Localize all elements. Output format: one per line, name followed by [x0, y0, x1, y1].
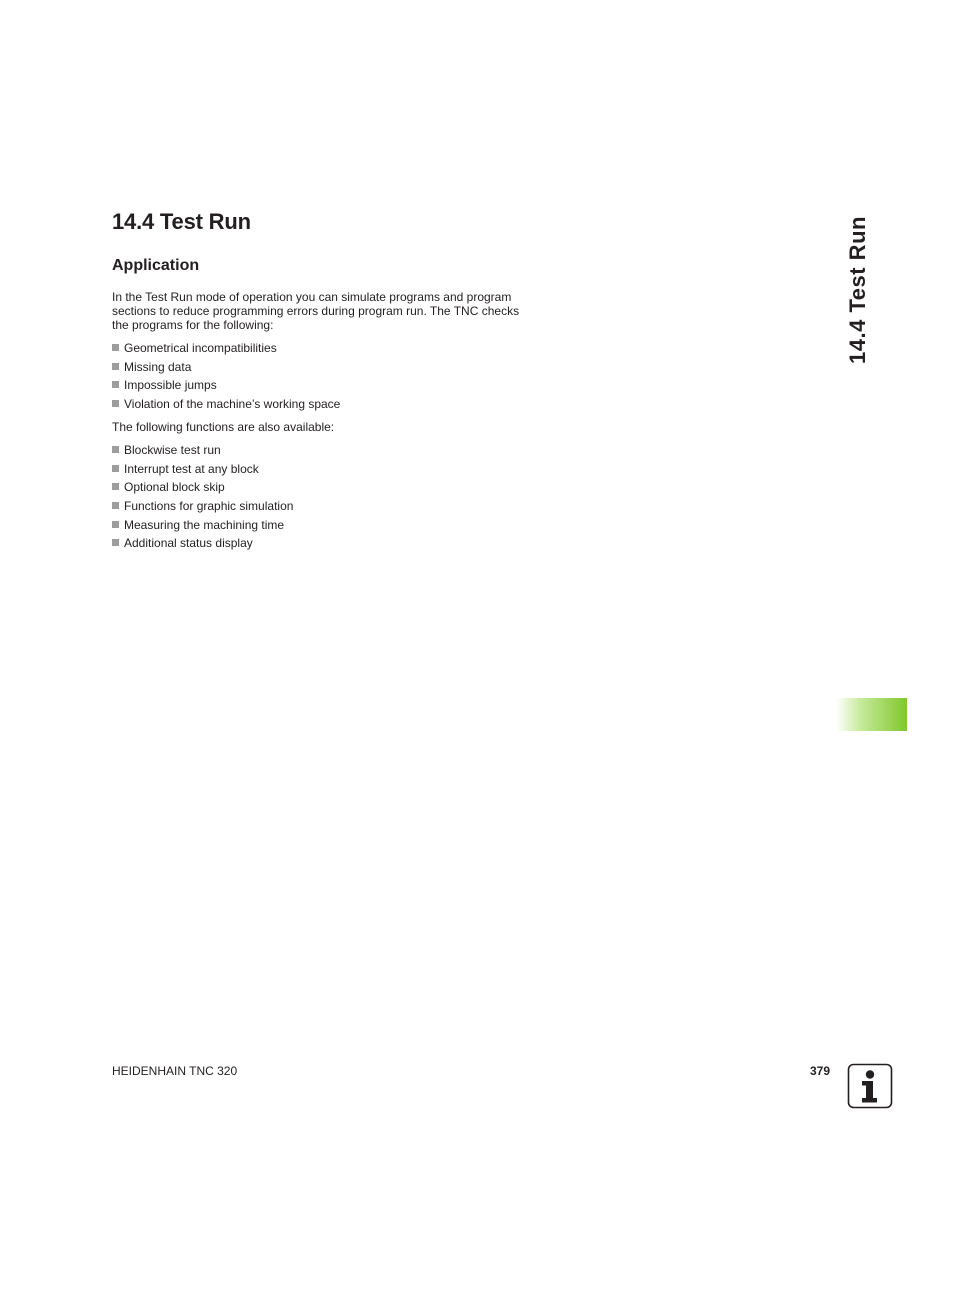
- list-item-text: Violation of the machine’s working space: [124, 397, 341, 412]
- list-item-text: Measuring the machining time: [124, 517, 285, 532]
- list-item: [112, 358, 340, 377]
- info-icon: [847, 1063, 893, 1109]
- square-bullet-icon: [112, 344, 119, 351]
- list-item-text: Functions for graphic simulation: [124, 499, 294, 514]
- square-bullet-icon: [112, 400, 119, 407]
- list-item-text: Additional status display: [124, 536, 253, 551]
- info-icon-graphic: [847, 1063, 893, 1109]
- intro-paragraph: In the Test Run mode of operation you can simulate programs and program sections to reduce programming errors during program run. The TNC checks the programs for the following:: [112, 290, 520, 332]
- list-item: [112, 339, 340, 358]
- side-section-title-text: 14.4 Test Run: [845, 216, 871, 364]
- list-item: [112, 478, 293, 497]
- square-bullet-icon: [112, 446, 119, 453]
- side-section-title: [838, 215, 878, 365]
- footer-product: HEIDENHAIN TNC 320: [112, 1064, 238, 1078]
- list-item: [112, 441, 293, 460]
- checks-list: [112, 339, 340, 414]
- list-item-text: Optional block skip: [124, 480, 225, 495]
- list-item: [112, 395, 340, 414]
- chapter-tab: [836, 698, 907, 731]
- application-heading: Application: [112, 257, 200, 274]
- list-item: [112, 460, 293, 479]
- functions-lead: The following functions are also available:: [112, 420, 335, 434]
- functions-list: [112, 441, 293, 553]
- section-title: 14.4 Test Run: [112, 209, 251, 234]
- list-item-text: Impossible jumps: [124, 378, 217, 393]
- list-item: [112, 516, 293, 535]
- square-bullet-icon: [112, 539, 119, 546]
- list-item: [112, 497, 293, 516]
- square-bullet-icon: [112, 363, 119, 370]
- list-item-text: Geometrical incompatibilities: [124, 341, 277, 355]
- square-bullet-icon: [112, 483, 119, 490]
- list-item-text: Missing data: [124, 359, 192, 374]
- list-item: [112, 534, 293, 553]
- square-bullet-icon: [112, 521, 119, 528]
- list-item-text: Blockwise test run: [124, 443, 221, 457]
- square-bullet-icon: [112, 502, 119, 509]
- list-item-text: Interrupt test at any block: [124, 461, 259, 476]
- list-item: [112, 376, 340, 395]
- square-bullet-icon: [112, 381, 119, 388]
- square-bullet-icon: [112, 465, 119, 472]
- page-number: 379: [809, 1064, 830, 1078]
